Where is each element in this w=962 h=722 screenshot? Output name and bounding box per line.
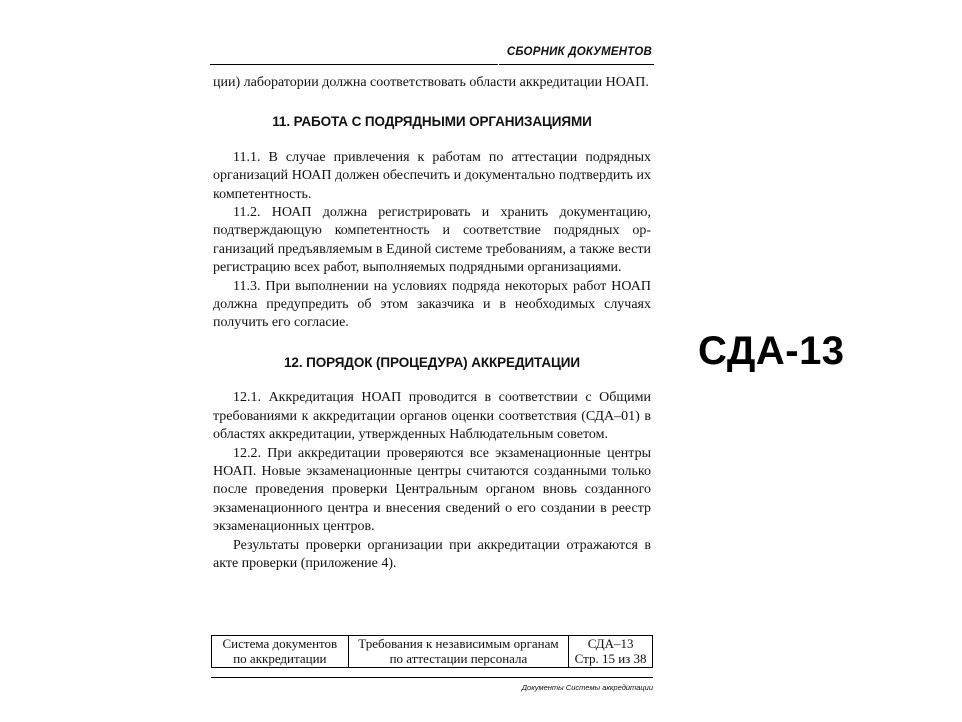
paragraph-intro: ции) лаборатории должна соответствовать области аккредитации НОАП. [213, 75, 649, 90]
paragraph-12-1: 12.1. Аккредитация НОАП проводится в соответствии с Общими требованиями к аккредитации органов оценки соответствия (СДА–01) в областях аккредитации, утвержденных Наблюдательным советом. [213, 390, 651, 443]
document-body [213, 74, 651, 573]
footer-cell-system [212, 636, 349, 668]
paragraph-11-2: 11.2. НОАП должна регистрировать и хранить документацию, подтверждающую компетентность и соответствие подрядных организаций предъявляемым в Единой системе требованиям, а также вести регистрацию всех работ, выполняемых подрядными организациями. [213, 205, 651, 276]
section-11-heading: 11. РАБОТА С ПОДРЯДНЫМИ ОРГАНИЗАЦИЯМИ [272, 114, 592, 130]
paragraph-11-3: 11.3. При выполнении на условиях подряда некоторых работ НОАП должна предупредить об этом заказчика и в необходимых случаях получить его согласие. [213, 278, 651, 331]
header-rule [210, 64, 498, 65]
header-rule [499, 64, 654, 65]
footer-rule [211, 677, 653, 678]
footer-table [211, 635, 653, 668]
footer-cell-code-line2: Стр. 15 из 38 [574, 650, 647, 666]
footer-cell-requirements-line2: по аттестации персонала [389, 650, 528, 666]
footer-cell-system-line2: по аккредитации [233, 650, 327, 666]
running-header: СБОРНИК ДОКУМЕНТОВ [506, 46, 652, 58]
footer-cell-requirements [348, 636, 569, 668]
paragraph-11-1: 11.1. В случае привлечения к работам по аттестации подрядных организаций НОАП должен обеспечить и документально подтвердить их компетентность. [213, 149, 651, 202]
footer-cell-code [569, 636, 653, 668]
footer-note: Документы Системы аккредитации [521, 683, 653, 692]
paragraph-12-2: 12.2. При аккредитации проверяются все экзаменационные центры НОАП. Новые экзаменационные центры считаются созданными только после проведения проверки Центральным органом вновь созданного экзаменационного центра и внесения сведений о его создании в реестр экзаменационных центров. [213, 445, 651, 535]
slide-label: СДА-13 [698, 329, 845, 373]
section-12-heading: 12. ПОРЯДОК (ПРОЦЕДУРА) АККРЕДИТАЦИИ [284, 354, 580, 370]
paragraph-results: Результаты проверки организации при аккредитации отражаются в акте проверки (приложение 4). [213, 537, 651, 571]
footer-cell-system-line1: Система документов [222, 636, 338, 651]
footer-cell-code-line1: СДА–13 [587, 636, 634, 651]
footer-cell-requirements-line1: Требования к независимым органам [358, 636, 559, 651]
